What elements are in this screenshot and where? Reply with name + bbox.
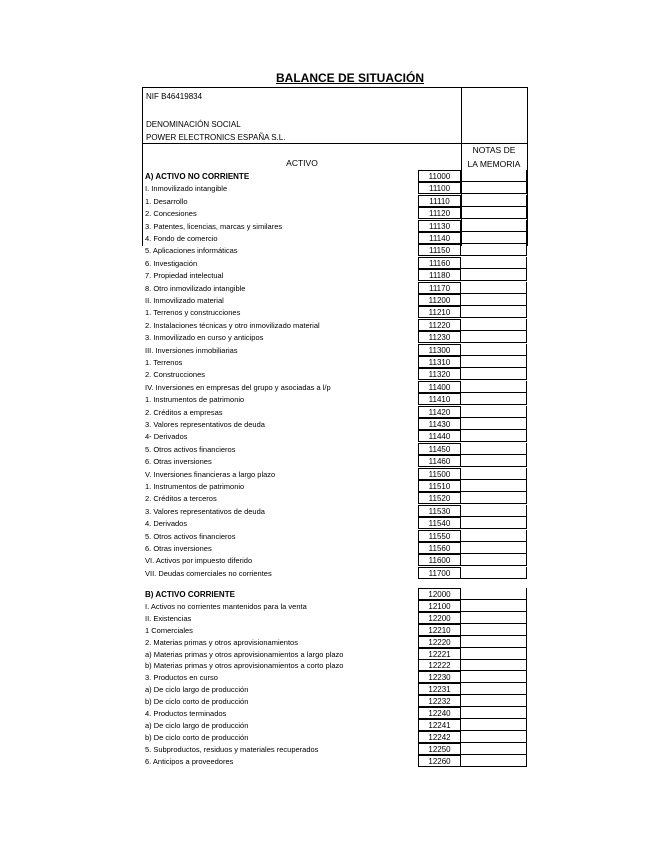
- row-label: b) De ciclo corto de producción: [145, 697, 249, 707]
- notes-cell: [461, 648, 527, 660]
- row-label: 6. Otras inversiones: [145, 457, 212, 467]
- row-label: I. Activos no corrientes mantenidos para la venta: [145, 601, 307, 611]
- notes-cell: [461, 517, 527, 529]
- row-code: 11530: [418, 505, 461, 517]
- row-code: 11300: [418, 344, 461, 356]
- row-code: 11210: [418, 306, 461, 318]
- row-label: 1. Terrenos y construcciones: [145, 308, 241, 318]
- row-code: 11510: [418, 480, 461, 492]
- row-code: 11230: [418, 331, 461, 343]
- table-row: [142, 443, 527, 456]
- row-label: b) De ciclo corto de producción: [145, 732, 249, 742]
- row-code: 11200: [418, 294, 461, 306]
- table-row: [142, 195, 527, 208]
- notes-cell: [461, 588, 527, 600]
- row-code: 11500: [418, 468, 461, 480]
- row-code: 11140: [418, 232, 461, 244]
- row-code: 11700: [418, 567, 461, 579]
- company-name: POWER ELECTRONICS ESPAÑA S.L.: [146, 133, 286, 142]
- table-row: [142, 331, 527, 344]
- notes-cell: [461, 406, 527, 418]
- notes-cell: [461, 468, 527, 480]
- notes-cell: [461, 331, 527, 343]
- row-label: a) De ciclo largo de producción: [145, 685, 249, 695]
- notes-cell: [461, 269, 527, 281]
- notes-cell: [461, 505, 527, 517]
- row-label: 7. Propiedad intelectual: [145, 271, 224, 281]
- notes-cell: [461, 319, 527, 331]
- notes-cell: [461, 492, 527, 504]
- row-label: 3. Valores representativos de deuda: [145, 420, 265, 429]
- row-label: I. Inmovilizado intangible: [145, 184, 228, 194]
- row-label: 5. Otros activos financieros: [145, 444, 236, 454]
- nif-label: NIF B46419834: [146, 92, 203, 101]
- row-label: 1 Comerciales: [145, 625, 193, 635]
- notes-cell: [461, 294, 527, 306]
- row-label: III. Inversiones inmobiliarias: [145, 345, 238, 355]
- row-code: 11450: [418, 443, 461, 455]
- table-row: [142, 430, 527, 443]
- row-label: 5. Aplicaciones informáticas: [145, 246, 238, 256]
- notes-cell: [461, 220, 527, 232]
- row-code: 12221: [418, 648, 461, 660]
- notes-cell: [461, 671, 527, 683]
- notes-cell: [461, 600, 527, 612]
- row-code: 11130: [418, 220, 461, 232]
- table-row: [142, 232, 527, 245]
- notes-cell: [461, 393, 527, 405]
- notes-cell: [461, 182, 527, 194]
- table-row: [142, 319, 527, 332]
- row-label: V. Inversiones financieras a largo plazo: [145, 469, 276, 479]
- row-label: 1. Desarrollo: [145, 196, 188, 206]
- notes-cell: [461, 244, 527, 256]
- balance-table: [142, 170, 527, 768]
- notes-cell: [461, 683, 527, 695]
- notes-cell: [461, 743, 527, 755]
- row-label: 4. Fondo de comercio: [145, 234, 218, 243]
- table-row: [142, 542, 527, 555]
- row-label: 6. Anticipos a proveedores: [145, 756, 234, 766]
- table-row: [142, 505, 527, 518]
- table-row: [142, 182, 527, 195]
- row-code: 11100: [418, 182, 461, 194]
- table-row: [142, 381, 527, 394]
- table-row: [142, 282, 527, 295]
- row-code: 11150: [418, 244, 461, 256]
- table-row: [142, 306, 527, 319]
- notes-cell: [461, 418, 527, 430]
- row-label: 2. Créditos a empresas: [145, 407, 223, 417]
- notes-cell: [461, 232, 527, 244]
- row-label: 3. Valores representativos de deuda: [145, 506, 265, 516]
- row-label: 1. Instrumentos de patrimonio: [145, 482, 245, 491]
- table-row: [142, 368, 527, 381]
- row-label: 2. Concesiones: [145, 209, 197, 219]
- table-row: [142, 480, 527, 493]
- notes-cell: [461, 195, 527, 207]
- row-code: 12242: [418, 731, 461, 743]
- row-code: 11600: [418, 554, 461, 566]
- row-label: 6. Investigación: [145, 258, 198, 268]
- row-label: 8. Otro inmovilizado intangible: [145, 283, 246, 293]
- notes-cell: [461, 755, 527, 767]
- row-code: 12000: [418, 588, 461, 600]
- notes-heading: [461, 143, 527, 171]
- notes-cell: [461, 257, 527, 269]
- notes-cell: [461, 282, 527, 294]
- table-row: [142, 294, 527, 307]
- row-code: 12230: [418, 671, 461, 683]
- page-title: BALANCE DE SITUACIÓN: [275, 71, 424, 85]
- row-label: 2. Créditos a terceros: [145, 494, 217, 504]
- table-row: [142, 220, 527, 233]
- row-code: 11520: [418, 492, 461, 504]
- row-code: 11000: [418, 170, 461, 182]
- notes-cell: [461, 430, 527, 442]
- row-code: 11220: [418, 319, 461, 331]
- row-label: a) De ciclo largo de producción: [145, 720, 249, 730]
- notes-cell: [461, 624, 527, 636]
- row-label: 1. Terrenos: [145, 358, 183, 367]
- notes-cell: [461, 170, 527, 182]
- row-code: 12222: [418, 659, 461, 671]
- table-row: [142, 530, 527, 543]
- notes-cell: [461, 381, 527, 393]
- row-code: 11320: [418, 368, 461, 380]
- row-code: 11440: [418, 430, 461, 442]
- table-row: [142, 517, 527, 530]
- row-code: 12220: [418, 636, 461, 648]
- row-label: 2. Instalaciones técnicas y otro inmovilizado material: [145, 320, 320, 330]
- row-code: 11120: [418, 207, 461, 219]
- row-code: 12260: [418, 755, 461, 767]
- row-label: II. Existencias: [145, 613, 192, 623]
- table-row: [142, 755, 527, 768]
- row-code: 12100: [418, 600, 461, 612]
- notes-cell: [461, 368, 527, 380]
- table-row: [142, 356, 527, 369]
- table-row: [142, 406, 527, 419]
- row-label: 2. Construcciones: [145, 370, 206, 380]
- notes-cell: [461, 719, 527, 731]
- notes-heading-line1: NOTAS DE: [472, 145, 516, 155]
- row-code: 11430: [418, 418, 461, 430]
- row-label: 3. Inmovilizado en curso y anticipos: [145, 333, 264, 343]
- row-code: 12200: [418, 612, 461, 624]
- activo-heading: ACTIVO: [286, 158, 318, 168]
- row-label: 6. Otras inversiones: [145, 544, 212, 553]
- notes-cell: [461, 567, 527, 579]
- row-label: 2. Materias primas y otros aprovisionamientos: [145, 637, 298, 647]
- table-row: [142, 170, 527, 183]
- table-row: [142, 257, 527, 270]
- notes-cell: [461, 542, 527, 554]
- row-code: 11110: [418, 195, 461, 207]
- row-code: 12240: [418, 707, 461, 719]
- row-code: 12232: [418, 695, 461, 707]
- table-row: [142, 492, 527, 505]
- row-label: 4- Derivados: [145, 432, 188, 442]
- row-label: 1. Instrumentos de patrimonio: [145, 395, 245, 405]
- notes-cell: [461, 443, 527, 455]
- table-row: [142, 244, 527, 257]
- table-row: [142, 567, 527, 580]
- notes-cell: [461, 612, 527, 624]
- notes-cell: [461, 356, 527, 368]
- notes-cell: [461, 455, 527, 467]
- row-code: 11550: [418, 530, 461, 542]
- notes-cell: [461, 731, 527, 743]
- row-code: 11160: [418, 257, 461, 269]
- row-label: a) Materias primas y otros aprovisionamientos a largo plazo: [145, 649, 344, 659]
- row-label: A) ACTIVO NO CORRIENTE: [145, 172, 250, 181]
- row-label: B) ACTIVO CORRIENTE: [145, 590, 235, 599]
- row-label: 3. Productos en curso: [145, 673, 218, 683]
- row-code: 12231: [418, 683, 461, 695]
- notes-cell: [461, 695, 527, 707]
- notes-cell: [461, 659, 527, 671]
- header-right-border: [527, 88, 528, 246]
- table-row: [142, 207, 527, 220]
- row-code: 11420: [418, 406, 461, 418]
- row-code: 11540: [418, 517, 461, 529]
- row-code: 12250: [418, 743, 461, 755]
- row-label: VI. Activos por impuesto diferido: [145, 556, 253, 566]
- row-label: II. Inmovilizado material: [145, 296, 224, 305]
- row-label: VII. Deudas comerciales no corrientes: [145, 568, 272, 578]
- notes-cell: [461, 306, 527, 318]
- row-code: 11170: [418, 282, 461, 294]
- notes-cell: [461, 530, 527, 542]
- row-code: 11310: [418, 356, 461, 368]
- notes-cell: [461, 480, 527, 492]
- table-row: [142, 344, 527, 357]
- table-row: [142, 468, 527, 481]
- notes-cell: [461, 707, 527, 719]
- row-label: IV. Inversiones en empresas del grupo y asociadas a l/p: [145, 382, 331, 392]
- table-row: [142, 554, 527, 567]
- notes-cell: [461, 344, 527, 356]
- notes-cell: [461, 636, 527, 648]
- table-row: [142, 393, 527, 406]
- row-code: 12210: [418, 624, 461, 636]
- denominacion-label: DENOMINACIÓN SOCIAL: [146, 120, 241, 129]
- notes-heading-line2: LA MEMORIA: [467, 159, 521, 169]
- row-code: 11460: [418, 455, 461, 467]
- row-label: 3. Patentes, licencias, marcas y similares: [145, 221, 283, 231]
- row-code: 11410: [418, 393, 461, 405]
- table-row: [142, 455, 527, 468]
- table-row: [142, 269, 527, 282]
- row-code: 11180: [418, 269, 461, 281]
- row-label: 5. Otros activos financieros: [145, 531, 236, 541]
- row-label: 4. Derivados: [145, 519, 188, 529]
- row-label: 5. Subproductos, residuos y materiales recuperados: [145, 744, 319, 754]
- row-label: 4. Productos terminados: [145, 709, 227, 718]
- table-row: [142, 418, 527, 431]
- row-code: 12241: [418, 719, 461, 731]
- notes-cell: [461, 207, 527, 219]
- notes-cell: [461, 554, 527, 566]
- row-label: b) Materias primas y otros aprovisionamientos a corto plazo: [145, 661, 344, 671]
- row-code: 11560: [418, 542, 461, 554]
- row-code: 11400: [418, 381, 461, 393]
